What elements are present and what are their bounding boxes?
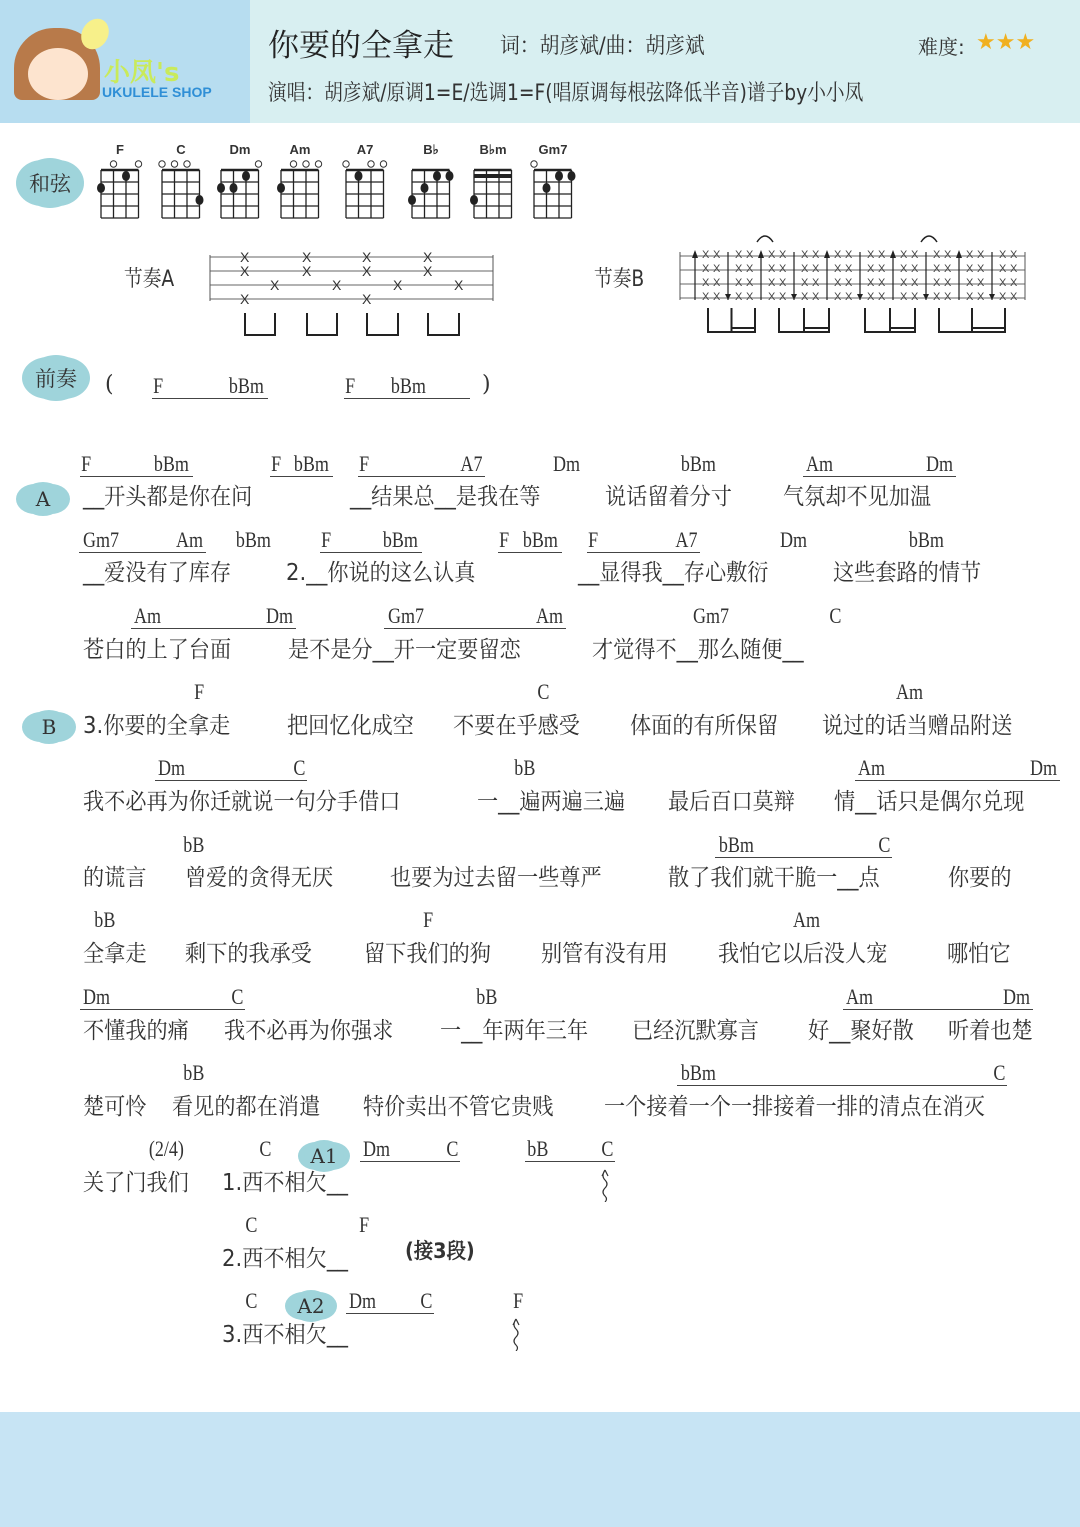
chord-label: bBm — [523, 527, 559, 552]
strum-mark: X — [977, 291, 985, 303]
chord-label: Am — [845, 984, 874, 1009]
rhythm-a-pattern — [205, 245, 500, 340]
chord-label: C — [245, 1212, 258, 1237]
chord-label: Am — [133, 603, 162, 628]
intro-open-paren: ( — [105, 372, 114, 397]
strum-mark: X — [779, 249, 787, 261]
strum-mark: X — [944, 249, 952, 261]
chord-label: bBm — [229, 373, 265, 398]
lyric-segment: 听着也楚 — [948, 1018, 1033, 1044]
strum-mark: X — [746, 291, 754, 303]
section-badge-a: A — [22, 482, 64, 516]
strum-mark: X — [779, 263, 787, 275]
lyric-segment: __爱没有了库存 — [83, 560, 232, 586]
strum-mark: X — [977, 263, 985, 275]
chord-diagram-Gm7 — [530, 158, 578, 222]
chord-diagram-name: F — [116, 142, 124, 157]
section-badge-chords: 和弦 — [22, 158, 78, 208]
chord-label: Am — [805, 451, 834, 476]
strum-mark: X — [1010, 277, 1018, 289]
strum-mark: X — [423, 263, 433, 279]
strum-mark: X — [900, 277, 908, 289]
strum-mark: X — [713, 249, 721, 261]
strum-mark: X — [944, 277, 952, 289]
strum-mark: X — [911, 249, 919, 261]
strum-mark: X — [735, 291, 743, 303]
chord-group — [244, 1289, 259, 1313]
chord-group — [270, 452, 333, 477]
strum-mark: X — [332, 277, 342, 293]
lyric-segment: 好__聚好散 — [808, 1018, 914, 1044]
lyric-segment: 剩下的我承受 — [185, 941, 312, 967]
chord-group — [498, 528, 562, 553]
lyric-segment: 2.__你说的这么认真 — [286, 560, 476, 586]
chord-label: C — [446, 1136, 459, 1161]
lyric-segment: __结果总__是我在等 — [350, 484, 541, 510]
strum-mark: X — [779, 291, 787, 303]
chord-diagram-name: A7 — [356, 142, 374, 157]
chord-label: C — [259, 1136, 272, 1161]
strum-mark: X — [966, 277, 974, 289]
rhythm-b-label: 节奏B — [594, 267, 645, 292]
lyric-segment: 也要为过去留一些尊严 — [390, 865, 602, 891]
chord-diagram-F — [97, 158, 145, 222]
chord-label: bBm — [383, 527, 419, 552]
strum-mark: X — [240, 291, 250, 307]
chord-group — [232, 528, 275, 552]
footer-band — [0, 1412, 1080, 1527]
chord-group — [152, 374, 268, 399]
chord-label: Gm7 — [82, 527, 120, 552]
chord-group — [193, 680, 205, 704]
chord-label: C — [245, 1288, 258, 1313]
lyric-segment: 3.你要的全拿走 — [83, 713, 231, 739]
chord-label: F — [194, 679, 205, 704]
section-badge-intro: 前奏 — [28, 355, 84, 401]
chord-label: C — [993, 1060, 1006, 1085]
strum-mark: X — [713, 263, 721, 275]
strum-mark: X — [801, 291, 809, 303]
strum-mark: X — [713, 277, 721, 289]
strum-mark: X — [867, 291, 875, 303]
chord-group — [855, 756, 1060, 781]
strum-mark: X — [302, 249, 312, 265]
chord-label: Dm — [779, 527, 808, 552]
lyric-segment: 最后百口莫辩 — [668, 789, 795, 815]
strum-mark: X — [966, 249, 974, 261]
strum-mark: X — [702, 249, 710, 261]
strum-mark: X — [801, 277, 809, 289]
strum-mark: X — [735, 277, 743, 289]
strum-mark: X — [977, 277, 985, 289]
chord-diagram-B♭m — [470, 158, 518, 222]
song-subtitle: 演唱：胡彦斌/原调1=E/选调1=F(唱原调每根弦降低半音)谱子by小小凤 — [268, 81, 864, 106]
chord-group — [790, 908, 823, 932]
strum-mark: X — [735, 249, 743, 261]
difficulty-stars: ★★★ — [976, 30, 1036, 55]
lyric-segment: 才觉得不__那么随便__ — [592, 637, 804, 663]
strum-mark: X — [845, 249, 853, 261]
strum-mark: X — [1010, 249, 1018, 261]
lyric-segment: 已经沉默寡言 — [632, 1018, 759, 1044]
strum-mark: X — [302, 263, 312, 279]
lyric-segment: 我怕它以后没人宠 — [718, 941, 888, 967]
chord-group — [677, 1061, 1007, 1086]
chord-label: Dm — [362, 1136, 391, 1161]
chord-label: Am — [175, 527, 204, 552]
strum-mark: X — [735, 263, 743, 275]
strum-mark: X — [933, 263, 941, 275]
chord-label: A7 — [460, 451, 483, 476]
lyric-segment: 苍白的上了台面 — [83, 637, 232, 663]
strum-mark: X — [944, 291, 952, 303]
strum-mark: X — [454, 277, 464, 293]
rhythm-b-pattern — [675, 228, 1035, 340]
chord-group — [893, 680, 926, 704]
chord-label: F — [499, 527, 510, 552]
chord-label: C — [420, 1288, 433, 1313]
chord-label: Am — [895, 679, 924, 704]
strum-mark: X — [834, 277, 842, 289]
chord-label: bB — [183, 1060, 205, 1085]
chord-label: Dm — [1029, 755, 1058, 780]
chord-diagram-name: B♭m — [479, 142, 507, 157]
strum-mark: X — [768, 263, 776, 275]
arpeggio-icon — [509, 1317, 523, 1351]
strum-mark: X — [878, 291, 886, 303]
strum-mark: X — [933, 249, 941, 261]
strum-mark: X — [746, 277, 754, 289]
lyric-segment: 特价卖出不管它贵贱 — [363, 1094, 554, 1120]
chord-label: F — [513, 1288, 524, 1313]
chord-label: bB — [514, 755, 536, 780]
chord-group — [181, 1061, 207, 1085]
shop-logo — [0, 0, 250, 123]
lyric-segment: 留下我们的狗 — [364, 941, 491, 967]
lyric-segment: 1.西不相欠__ — [222, 1170, 348, 1196]
chord-label: Dm — [82, 984, 111, 1009]
chord-diagram-name: Gm7 — [538, 142, 568, 157]
strum-mark: X — [1010, 263, 1018, 275]
chord-diagram-A7 — [342, 158, 390, 222]
chord-group — [512, 756, 538, 780]
chord-label: bBm — [908, 527, 944, 552]
song-title: 你要的全拿走 — [268, 28, 454, 64]
chord-group — [777, 528, 810, 552]
strum-mark: X — [933, 277, 941, 289]
lyric-segment: 我不必再为你强求 — [224, 1018, 394, 1044]
logo-text: 小凤's — [104, 58, 180, 88]
chord-label: Dm — [552, 451, 581, 476]
lyric-segment: 说过的话当赠品附送 — [822, 713, 1013, 739]
strum-mark: X — [768, 291, 776, 303]
chord-label: C — [829, 603, 842, 628]
chord-label: F — [81, 451, 92, 476]
chord-diagram-B♭ — [408, 158, 456, 222]
chord-diagram-name: Am — [289, 142, 311, 157]
lyric-segment: 一__年两年三年 — [440, 1018, 589, 1044]
lyric-segment: 说话留着分寸 — [605, 484, 732, 510]
strum-mark: X — [702, 291, 710, 303]
section-badge-a1: A1 — [304, 1140, 344, 1172]
strum-mark: X — [423, 249, 433, 265]
chord-group — [474, 985, 500, 1009]
chord-label: bB — [183, 832, 205, 857]
strum-mark: X — [362, 291, 372, 307]
lyric-segment: 看见的都在消遣 — [172, 1094, 321, 1120]
chord-group — [550, 452, 583, 476]
strum-mark: X — [845, 277, 853, 289]
chord-label: bB — [527, 1136, 549, 1161]
strum-mark: X — [867, 277, 875, 289]
lyric-segment: 2.西不相欠__ — [222, 1246, 348, 1272]
strum-mark: X — [878, 277, 886, 289]
strum-mark: X — [966, 291, 974, 303]
strum-mark: X — [801, 249, 809, 261]
chord-group — [905, 528, 948, 552]
strum-mark: X — [812, 263, 820, 275]
lyric-segment: 不要在乎感受 — [453, 713, 580, 739]
chord-label: bB — [94, 907, 116, 932]
strum-mark: X — [812, 291, 820, 303]
strum-mark: X — [834, 291, 842, 303]
strum-mark: X — [867, 263, 875, 275]
chord-label: Dm — [157, 755, 186, 780]
chord-label: bBm — [154, 451, 190, 476]
chord-label: Am — [857, 755, 886, 780]
chord-label: Dm — [265, 603, 294, 628]
strum-mark: X — [911, 277, 919, 289]
chord-group — [145, 1137, 188, 1161]
chord-label: Am — [792, 907, 821, 932]
chord-label: Dm — [1002, 984, 1031, 1009]
chord-group — [715, 833, 892, 858]
chord-group — [422, 908, 434, 932]
strum-mark: X — [999, 263, 1007, 275]
chord-label: F — [359, 451, 370, 476]
chord-label: A7 — [675, 527, 698, 552]
lyric-segment: 这些套路的情节 — [833, 560, 982, 586]
chord-group — [155, 756, 307, 781]
strum-mark: X — [746, 263, 754, 275]
lyric-segment: 一__遍两遍三遍 — [477, 789, 626, 815]
strum-mark: X — [999, 249, 1007, 261]
chord-label: Gm7 — [692, 603, 730, 628]
strum-mark: X — [1010, 291, 1018, 303]
chord-label: F — [359, 1212, 370, 1237]
lyric-segment: __开头都是你在问 — [83, 484, 253, 510]
chord-group — [536, 680, 551, 704]
chord-label: bBm — [235, 527, 271, 552]
chord-group — [843, 985, 1033, 1010]
chord-group — [384, 604, 566, 629]
lyric-segment: 的谎言 — [83, 865, 147, 891]
lyric-segment: __显得我__存心敷衍 — [578, 560, 769, 586]
chord-group — [677, 452, 720, 476]
strum-mark: X — [834, 263, 842, 275]
strum-mark: X — [713, 291, 721, 303]
chord-group — [587, 528, 700, 553]
lyric-segment: 我不必再为你迁就说一句分手借口 — [83, 789, 401, 815]
strum-mark: X — [867, 249, 875, 261]
lyric-segment: 把回忆化成空 — [287, 713, 414, 739]
section-badge-a2: A2 — [291, 1290, 331, 1322]
lyric-segment: 情__话只是偶尔兑现 — [834, 789, 1025, 815]
chord-label: F — [153, 373, 164, 398]
intro-close-paren: ) — [482, 372, 491, 397]
lyric-segment: 全拿走 — [83, 941, 147, 967]
chord-group — [79, 528, 206, 553]
lyric-segment: 哪怕它 — [947, 941, 1011, 967]
song-credits: 词：胡彦斌/曲：胡彦斌 — [500, 34, 705, 59]
chord-label: C — [878, 832, 891, 857]
chord-label: C — [601, 1136, 614, 1161]
chord-label: F — [345, 373, 356, 398]
chord-label: C — [293, 755, 306, 780]
chord-group — [80, 985, 245, 1010]
chord-label: bBm — [718, 832, 754, 857]
chord-diagram-Dm — [217, 158, 265, 222]
chord-group — [525, 1137, 615, 1162]
lyric-segment: 别管有没有用 — [541, 941, 668, 967]
strum-mark: X — [702, 277, 710, 289]
chord-label: Dm — [925, 451, 954, 476]
strum-mark: X — [878, 263, 886, 275]
lyric-segment: 你要的 — [948, 865, 1012, 891]
strum-mark: X — [966, 263, 974, 275]
chord-label: bBm — [294, 451, 330, 476]
chord-group — [512, 1289, 524, 1313]
strum-mark: X — [362, 249, 372, 265]
jump-note: (接3段) — [405, 1239, 475, 1263]
rhythm-a-label: 节奏A — [124, 267, 175, 292]
chord-group — [320, 528, 422, 553]
chord-label: Gm7 — [387, 603, 425, 628]
chord-label: bBm — [680, 451, 716, 476]
lyric-segment: 关了门我们 — [83, 1170, 189, 1196]
strum-mark: X — [702, 263, 710, 275]
chord-group — [131, 604, 296, 629]
chord-label: (2/4) — [148, 1136, 184, 1161]
chord-group — [80, 452, 193, 477]
strum-mark: X — [362, 263, 372, 279]
chord-diagram-Am — [277, 158, 325, 222]
strum-mark: X — [911, 263, 919, 275]
strum-mark: X — [845, 291, 853, 303]
chord-group — [244, 1213, 259, 1237]
chord-group — [360, 1137, 460, 1162]
strum-mark: X — [812, 277, 820, 289]
strum-mark: X — [900, 263, 908, 275]
strum-mark: X — [999, 277, 1007, 289]
chord-group — [346, 1289, 434, 1314]
chord-label: Am — [535, 603, 564, 628]
chord-diagram-name: Dm — [229, 142, 251, 157]
chord-label: F — [271, 451, 282, 476]
chord-group — [358, 452, 485, 477]
chord-group — [258, 1137, 273, 1161]
strum-mark: X — [270, 277, 280, 293]
lyric-segment: 一个接着一个一排接着一排的清点在消灭 — [604, 1094, 985, 1120]
logo-subtext: UKULELE SHOP — [102, 84, 212, 100]
strum-mark: X — [845, 263, 853, 275]
strum-mark: X — [240, 249, 250, 265]
chord-diagram-C — [158, 158, 206, 222]
strum-mark: X — [768, 277, 776, 289]
chord-label: F — [321, 527, 332, 552]
chord-label: F — [423, 907, 434, 932]
logo-girl-face — [28, 48, 88, 100]
chord-group — [92, 908, 118, 932]
strum-mark: X — [900, 291, 908, 303]
chord-diagram-name: B♭ — [423, 142, 439, 157]
chord-group — [344, 374, 470, 399]
strum-mark: X — [240, 263, 250, 279]
strum-mark: X — [933, 291, 941, 303]
strum-mark: X — [834, 249, 842, 261]
strum-mark: X — [977, 249, 985, 261]
strum-mark: X — [812, 249, 820, 261]
lyric-segment: 3.西不相欠__ — [222, 1322, 348, 1348]
chord-label: bBm — [680, 1060, 716, 1085]
chord-group — [689, 604, 733, 628]
strum-mark: X — [746, 249, 754, 261]
strum-mark: X — [393, 277, 403, 293]
lyric-segment: 不懂我的痛 — [83, 1018, 189, 1044]
difficulty-label: 难度: — [918, 35, 965, 59]
section-badge-b: B — [28, 710, 70, 744]
lyric-segment: 楚可怜 — [83, 1094, 147, 1120]
strum-mark: X — [911, 291, 919, 303]
lyric-segment: 曾爱的贪得无厌 — [185, 865, 334, 891]
lyric-segment: 气氛却不见加温 — [783, 484, 932, 510]
lyric-segment: 是不是分__开一定要留恋 — [288, 637, 521, 663]
strum-mark: X — [900, 249, 908, 261]
strum-mark: X — [768, 249, 776, 261]
chord-label: bB — [476, 984, 498, 1009]
chord-label: C — [537, 679, 550, 704]
chord-group — [828, 604, 843, 628]
chord-diagram-name: C — [176, 142, 186, 157]
chord-label: C — [231, 984, 244, 1009]
chord-group — [358, 1213, 370, 1237]
lyric-segment: 体面的有所保留 — [630, 713, 779, 739]
strum-mark: X — [944, 263, 952, 275]
strum-mark: X — [801, 263, 809, 275]
chord-label: bBm — [391, 373, 427, 398]
chord-group — [181, 833, 207, 857]
chord-label: Dm — [348, 1288, 377, 1313]
chord-label: F — [588, 527, 599, 552]
arpeggio-icon — [598, 1168, 612, 1202]
strum-mark: X — [878, 249, 886, 261]
lyric-segment: 散了我们就干脆一__点 — [668, 865, 880, 891]
strum-mark: X — [779, 277, 787, 289]
chord-group — [803, 452, 956, 477]
strum-mark: X — [999, 291, 1007, 303]
